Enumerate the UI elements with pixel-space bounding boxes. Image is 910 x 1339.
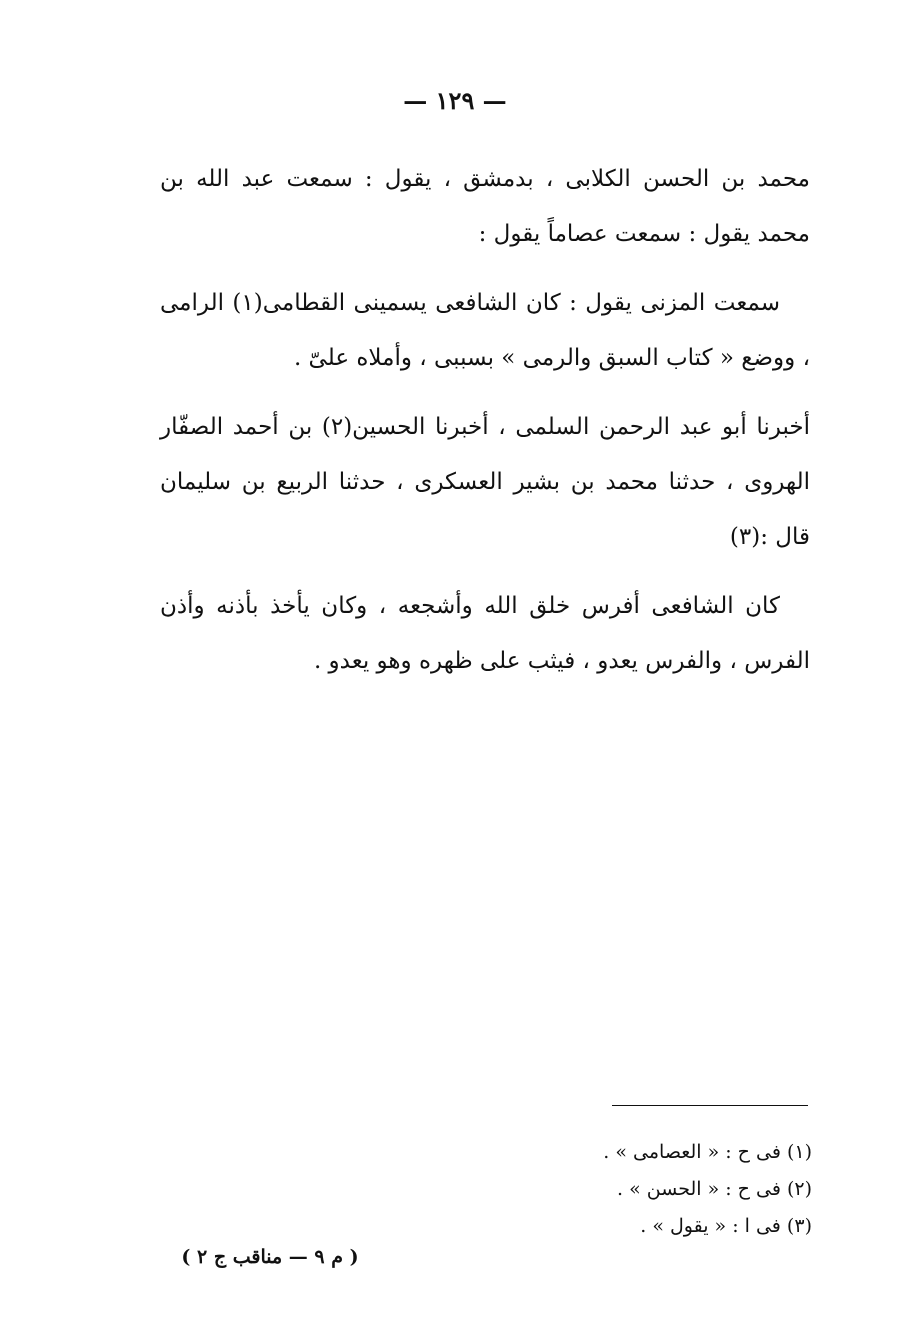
footnote-2: (٢) فى ح : « الحسن » .	[617, 1178, 812, 1200]
paragraph-3: أخبرنا أبو عبد الرحمن السلمى ، أخبرنا الحسين(٢) بن أحمد الصفّار الهروى ، حدثنا محمد بن بشير العسكرى ، حدثنا الربيع بن سليمان قال :(٣)	[160, 414, 811, 550]
signature-mark: ( م ٩ — مناقب ج ٢ )	[181, 1246, 359, 1268]
footnote-1: (١) فى ح : « العصامى » .	[603, 1141, 812, 1163]
body-text	[160, 152, 810, 703]
paragraph-1: محمد بن الحسن الكلابى ، بدمشق ، يقول : سمعت عبد الله بن محمد يقول : سمعت عصاماً يقول :	[160, 166, 810, 247]
paragraph-4: كان الشافعى أفرس خلق الله وأشجعه ، وكان يأخذ بأذنه وأذن الفرس ، والفرس يعدو ، فيثب على ظهره وهو يعدو .	[160, 593, 810, 674]
page-number: — ١٢٩ —	[403, 86, 507, 115]
footnote-divider	[612, 1105, 808, 1106]
footnotes	[560, 1134, 812, 1245]
paragraph-2: سمعت المزنى يقول : كان الشافعى يسمينى القطامى(١) الرامى ، ووضع « كتاب السبق والرمى » بسببى ، وأملاه علىّ .	[160, 290, 810, 371]
footnote-3: (٣) فى ا : « يقول » .	[640, 1215, 812, 1237]
